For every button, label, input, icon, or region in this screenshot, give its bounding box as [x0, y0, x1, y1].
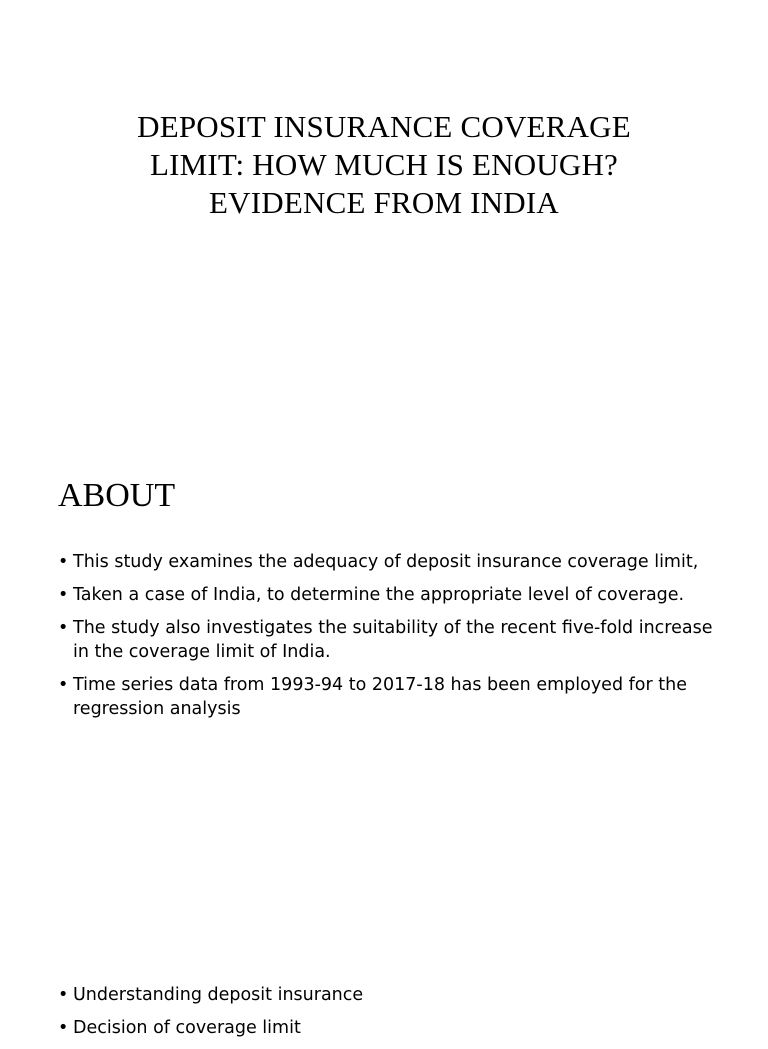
bullet-text: This study examines the adequacy of deposit insurance coverage limit,	[73, 552, 699, 572]
bullet-icon: •	[58, 985, 69, 1005]
bullet-item	[58, 583, 718, 607]
bullet-text: Taken a case of India, to determine the appropriate level of coverage.	[73, 585, 685, 605]
bullet-icon: •	[58, 618, 69, 638]
bullet-item	[58, 983, 718, 1007]
slide-title	[0, 108, 768, 222]
bullet-item	[58, 550, 718, 574]
overview-slide	[0, 960, 768, 1038]
bullet-text: Decision of coverage limit	[73, 1018, 301, 1038]
bullet-text: Time series data from 1993-94 to 2017-18 has been employed for the regression analysis	[73, 675, 687, 719]
about-heading: ABOUT	[58, 477, 176, 514]
overview-bullet-list	[58, 983, 718, 1049]
bullet-text: The study also investigates the suitability of the recent five-fold increase in the coverage limit of India.	[73, 618, 713, 662]
about-slide	[0, 430, 768, 990]
title-line: DEPOSIT INSURANCE COVERAGE	[137, 109, 631, 144]
bullet-icon: •	[58, 1018, 69, 1038]
title-slide	[0, 0, 768, 430]
bullet-text: Understanding deposit insurance	[73, 985, 364, 1005]
bullet-item	[58, 673, 718, 721]
bullet-icon: •	[58, 675, 69, 695]
title-line: EVIDENCE FROM INDIA	[209, 185, 559, 220]
bullet-icon: •	[58, 585, 69, 605]
about-bullet-list	[58, 550, 718, 730]
bullet-item	[58, 616, 718, 664]
bullet-icon: •	[58, 552, 69, 572]
bullet-item	[58, 1016, 718, 1040]
title-line: LIMIT: HOW MUCH IS ENOUGH?	[149, 147, 619, 182]
